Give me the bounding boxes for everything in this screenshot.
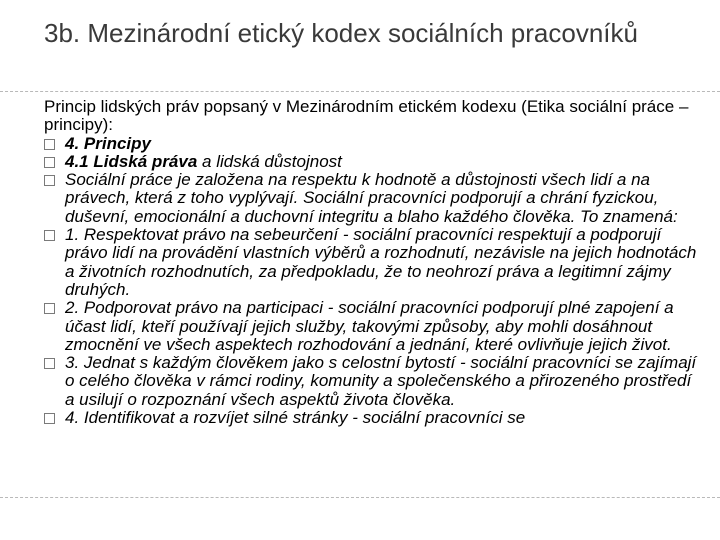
list-item [44, 299, 700, 354]
item-text: a lidská důstojnost [197, 151, 342, 171]
title-divider [0, 91, 720, 92]
item-bold-text: 4.1 Lidská práva [65, 151, 198, 171]
slide-title: 3b. Mezinárodní etický kodex sociálních pracovníků [44, 18, 638, 48]
list-item [44, 135, 700, 153]
item-text: 1. Respektovat právo na sebeurčení - sociální pracovníci respektují a podporují právo lidí na provádění vlastních výběrů a rozhodnutí, nezávisle na jejich hodnotách a životních rozhodnutích, za předpokladu, že to neohrozí práva a legitimní zájmy druhých. [65, 225, 697, 299]
square-bullet-icon [44, 230, 55, 241]
square-bullet-icon [44, 303, 55, 314]
list-item [44, 409, 700, 427]
slide-body [44, 98, 700, 427]
square-bullet-icon [44, 175, 55, 186]
square-bullet-icon [44, 413, 55, 424]
square-bullet-icon [44, 358, 55, 369]
item-text: 4. Identifikovat a rozvíjet silné stránky - sociální pracovníci se [65, 408, 526, 428]
item-text: 3. Jednat s každým člověkem jako s celostní bytostí - sociální pracovníci se zajímají o celého člověka v rámci rodiny, komunity a společenského a přirozeného prostředí a usilují o rozpoznání všech aspektů života člověka. [65, 353, 697, 409]
item-bold-text: 4. Principy [65, 133, 151, 153]
list-item [44, 226, 700, 299]
list-item [44, 171, 700, 226]
square-bullet-icon [44, 139, 55, 150]
bullet-list [44, 135, 700, 428]
item-text: 2. Podporovat právo na participaci - sociální pracovníci podporují plné zapojení a účast lidí, kteří používají jejich služby, takovými způsoby, aby mohli dosáhnout zmocnění ve všech aspektech rozhodování a jednání, které ovlivňuje jejich život. [65, 298, 674, 354]
list-item [44, 354, 700, 409]
intro-paragraph: Princip lidských práv popsaný v Mezinárodním etickém kodexu (Etika sociální práce – principy): [44, 97, 689, 135]
footer-divider [0, 497, 720, 498]
item-text: Sociální práce je založena na respektu k hodnotě a důstojnosti všech lidí a na právech, která z toho vyplývají. Sociální pracovníci podporují a chrání fyzickou, duševní, emocionální a duchovní integritu a blaho každého člověka. To znamená: [65, 170, 678, 226]
list-item [44, 153, 700, 171]
square-bullet-icon [44, 157, 55, 168]
